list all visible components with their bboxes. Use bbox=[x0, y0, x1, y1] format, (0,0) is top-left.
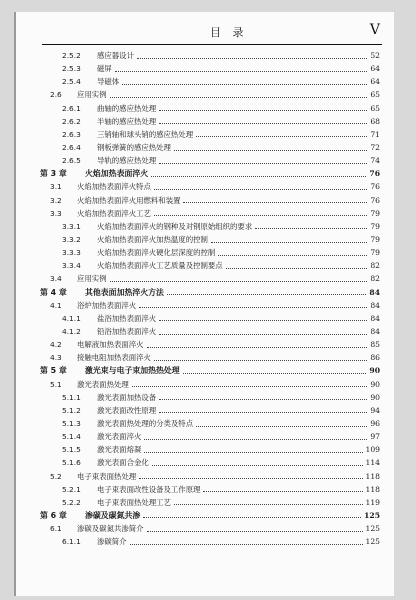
dot-leader bbox=[139, 306, 367, 308]
toc-chapter-entry bbox=[16, 167, 394, 180]
toc-entry-number: 6.1.1 bbox=[62, 537, 81, 547]
dot-leader bbox=[211, 241, 367, 243]
dot-leader bbox=[255, 227, 367, 229]
toc-entry-number: 6.1 bbox=[50, 524, 62, 534]
toc-subsection-entry bbox=[16, 102, 394, 115]
toc-entry-number: 第 3 章 bbox=[40, 169, 67, 179]
toc-entry-page: 84 bbox=[369, 287, 380, 297]
dot-leader bbox=[110, 280, 368, 282]
toc-entry-page: 65 bbox=[370, 103, 380, 113]
dot-leader bbox=[144, 451, 362, 453]
toc-entry-page: 74 bbox=[370, 156, 380, 166]
toc-entry-page: 114 bbox=[365, 458, 380, 468]
toc-entry-number: 3.3.4 bbox=[62, 261, 81, 271]
dot-leader bbox=[147, 530, 363, 532]
dot-leader bbox=[196, 135, 367, 137]
book-page bbox=[14, 12, 394, 596]
toc-entry-page: 79 bbox=[370, 234, 380, 244]
dot-leader bbox=[139, 477, 362, 479]
toc-entry-title: 电子束表面热处理工艺 bbox=[97, 497, 171, 507]
toc-entry-title: 电解液加热表面淬火 bbox=[77, 340, 144, 350]
dot-leader bbox=[110, 96, 368, 98]
toc-entry-number: 3.4 bbox=[50, 274, 62, 284]
toc-entry-number: 4.2 bbox=[50, 340, 62, 350]
toc-entry-title: 应用实例 bbox=[77, 274, 107, 284]
toc-section-entry bbox=[16, 194, 394, 207]
dot-leader bbox=[159, 162, 367, 164]
toc-entry-title: 接触电阻加热表面淬火 bbox=[77, 353, 151, 363]
toc-entry-number: 3.3.2 bbox=[62, 234, 81, 244]
toc-subsection-entry bbox=[16, 535, 394, 548]
toc-entry-title: 火焰加热表面淬火的钢种及对钢原始组织的要求 bbox=[97, 221, 253, 231]
toc-entry-number: 5.2.2 bbox=[62, 497, 81, 507]
toc-subsection-entry bbox=[16, 154, 394, 167]
dot-leader bbox=[132, 385, 368, 387]
toc-subsection-entry bbox=[16, 391, 394, 404]
toc-subsection-entry bbox=[16, 49, 394, 62]
toc-entry-title: 激光表面加热设备 bbox=[97, 392, 157, 402]
toc-entry-title: 激光表面合金化 bbox=[97, 458, 149, 468]
toc-entry-title: 感应器设计 bbox=[97, 51, 134, 60]
dot-leader bbox=[152, 464, 363, 466]
toc-section-entry bbox=[16, 180, 394, 193]
toc-entry-number: 2.5.2 bbox=[62, 51, 81, 60]
toc-entry-page: 96 bbox=[370, 418, 380, 428]
dot-leader bbox=[167, 293, 367, 295]
toc-section-entry bbox=[16, 338, 394, 351]
toc-entry-title: 磁屏 bbox=[97, 64, 112, 74]
dot-leader bbox=[154, 214, 367, 216]
toc-entry-title: 火焰加热表面淬火工艺质量及控制要点 bbox=[97, 261, 223, 271]
toc-entry-title: 钢板弹簧的感应热处理 bbox=[97, 142, 171, 152]
toc-entry-number: 3.3.3 bbox=[62, 248, 81, 258]
toc-entry-page: 90 bbox=[370, 392, 380, 402]
toc-chapter-entry bbox=[16, 509, 394, 522]
toc-entry-number: 5.1.5 bbox=[62, 445, 81, 455]
toc-entry-number: 2.6.5 bbox=[62, 156, 81, 166]
toc-entry-page: 76 bbox=[369, 169, 380, 179]
toc-entry-title: 应用实例 bbox=[77, 90, 107, 100]
toc-entry-title: 火焰加热表面淬火硬化层深度的控制 bbox=[97, 248, 216, 258]
toc-section-entry bbox=[16, 207, 394, 220]
toc-entry-title: 火焰加热表面淬火特点 bbox=[77, 182, 151, 192]
toc-section-entry bbox=[16, 470, 394, 483]
toc-entry-number: 3.3 bbox=[50, 208, 62, 218]
header-title: 目 录 bbox=[210, 26, 248, 39]
toc-subsection-entry bbox=[16, 220, 394, 233]
toc-entry-number: 2.6 bbox=[50, 90, 62, 100]
toc-subsection-entry bbox=[16, 259, 394, 272]
toc-subsection-entry bbox=[16, 233, 394, 246]
dot-leader bbox=[147, 346, 368, 348]
toc-entry-page: 90 bbox=[370, 379, 380, 389]
toc-entry-number: 2.5.3 bbox=[62, 64, 81, 74]
toc-entry-page: 94 bbox=[370, 405, 380, 415]
toc-subsection-entry bbox=[16, 75, 394, 88]
toc-entry-number: 5.2 bbox=[50, 471, 62, 481]
toc-entry-title: 激光表面改性原理 bbox=[97, 405, 157, 415]
toc-entry-title: 激光束与电子束加热热处理 bbox=[85, 366, 180, 376]
toc-entry-page: 84 bbox=[370, 326, 380, 336]
toc-subsection-entry bbox=[16, 312, 394, 325]
toc-entry-number: 4.1.2 bbox=[62, 326, 81, 336]
toc-entry-page: 64 bbox=[370, 77, 380, 87]
toc-entry-title: 导轨的感应热处理 bbox=[97, 156, 157, 166]
dot-leader bbox=[122, 83, 367, 85]
toc-entry-number: 2.6.1 bbox=[62, 103, 81, 113]
dot-leader bbox=[174, 503, 363, 505]
toc-entry-page: 79 bbox=[370, 221, 380, 231]
dot-leader bbox=[226, 267, 368, 269]
toc-entry-page: 97 bbox=[370, 432, 380, 442]
toc-subsection-entry bbox=[16, 141, 394, 154]
dot-leader bbox=[218, 254, 367, 256]
toc-subsection-entry bbox=[16, 404, 394, 417]
dot-leader bbox=[159, 333, 367, 335]
dot-leader bbox=[159, 398, 367, 400]
toc-entry-page: 90 bbox=[369, 366, 380, 376]
toc-entry-number: 2.6.2 bbox=[62, 116, 81, 126]
toc-entry-page: 125 bbox=[365, 537, 380, 547]
toc-section-entry bbox=[16, 88, 394, 101]
toc-entry-title: 火焰加热表面淬火用燃料和装置 bbox=[77, 195, 181, 205]
toc-entry-number: 5.1.2 bbox=[62, 405, 81, 415]
toc-entry-page: 118 bbox=[365, 471, 380, 481]
toc-entry-number: 第 5 章 bbox=[40, 366, 67, 376]
toc-entry-title: 激光表面熔凝 bbox=[97, 445, 142, 455]
toc-entry-page: 109 bbox=[365, 445, 380, 455]
toc-entry-number: 2.5.4 bbox=[62, 77, 81, 87]
toc-entry-title: 导磁体 bbox=[97, 77, 120, 87]
toc-subsection-entry bbox=[16, 483, 394, 496]
toc-entry-title: 曲轴的感应热处理 bbox=[97, 103, 157, 113]
dot-leader bbox=[183, 201, 367, 203]
toc-entry-number: 5.1.3 bbox=[62, 418, 81, 428]
toc-section-entry bbox=[16, 351, 394, 364]
toc-entry-page: 125 bbox=[364, 510, 380, 520]
toc-entry-page: 86 bbox=[370, 353, 380, 363]
toc-section-entry bbox=[16, 272, 394, 285]
toc-entry-number: 5.1.6 bbox=[62, 458, 81, 468]
toc-entry-number: 第 4 章 bbox=[40, 287, 67, 297]
dot-leader bbox=[151, 175, 366, 177]
toc-entry-title: 激光表面淬火 bbox=[97, 432, 142, 442]
toc-entry-title: 激光表面热处理的分类及特点 bbox=[97, 418, 194, 428]
toc-entry-title: 激光表面热处理 bbox=[77, 379, 129, 389]
dot-leader bbox=[130, 543, 363, 545]
toc-entry-title: 铅浴加热表面淬火 bbox=[97, 326, 157, 336]
toc-entry-title: 火焰加热表面淬火工艺 bbox=[77, 208, 151, 218]
toc-entry-title: 火焰加热表面淬火 bbox=[85, 169, 149, 179]
toc-entry-page: 84 bbox=[370, 313, 380, 323]
dot-leader bbox=[159, 319, 367, 321]
toc-entry-page: 125 bbox=[365, 524, 380, 534]
dot-leader bbox=[174, 149, 367, 151]
toc-entry-page: 64 bbox=[370, 64, 380, 74]
dot-leader bbox=[154, 188, 367, 190]
toc-entry-number: 3.1 bbox=[50, 182, 62, 192]
dot-leader bbox=[159, 411, 367, 413]
toc-subsection-entry bbox=[16, 325, 394, 338]
toc-entry-page: 71 bbox=[370, 129, 380, 139]
toc-entry-page: 85 bbox=[370, 340, 380, 350]
toc-entry-title: 火焰加热表面淬火加热温度的控制 bbox=[97, 234, 208, 244]
toc-subsection-entry bbox=[16, 456, 394, 469]
toc-entry-title: 浴炉加热表面淬火 bbox=[77, 300, 137, 310]
toc-entry-title: 电子束表面热处理 bbox=[77, 471, 137, 481]
toc-entry-number: 2.6.4 bbox=[62, 142, 81, 152]
toc-entry-number: 4.1 bbox=[50, 300, 62, 310]
toc-chapter-entry bbox=[16, 286, 394, 299]
toc-subsection-entry bbox=[16, 496, 394, 509]
toc-entry-page: 84 bbox=[370, 300, 380, 310]
toc-subsection-entry bbox=[16, 128, 394, 141]
dot-leader bbox=[143, 516, 361, 518]
toc-section-entry bbox=[16, 299, 394, 312]
toc-entry-number: 3.3.1 bbox=[62, 221, 81, 231]
dot-leader bbox=[137, 57, 367, 59]
dot-leader bbox=[159, 109, 367, 111]
toc-entry-page: 79 bbox=[370, 248, 380, 258]
dot-leader bbox=[144, 438, 367, 440]
toc-entry-number: 5.1.4 bbox=[62, 432, 81, 442]
toc-entry-title: 渗碳及碳氮共渗简介 bbox=[77, 524, 144, 534]
toc-subsection-entry bbox=[16, 430, 394, 443]
page-number: V bbox=[369, 22, 380, 38]
toc-entry-title: 电子束表面改性设备及工作原理 bbox=[97, 484, 201, 494]
toc-entry-page: 72 bbox=[370, 142, 380, 152]
toc-entry-number: 3.2 bbox=[50, 195, 62, 205]
dot-leader bbox=[183, 372, 367, 374]
toc-entry-number: 4.1.1 bbox=[62, 313, 81, 323]
toc-subsection-entry bbox=[16, 115, 394, 128]
toc-subsection-entry bbox=[16, 417, 394, 430]
dot-leader bbox=[196, 425, 367, 427]
toc-chapter-entry bbox=[16, 364, 394, 377]
toc-entry-title: 渗碳及碳氮共渗 bbox=[85, 510, 141, 520]
toc-entry-title: 盐浴加热表面淬火 bbox=[97, 313, 157, 323]
toc-entry-page: 118 bbox=[365, 484, 380, 494]
table-of-contents bbox=[16, 49, 394, 548]
toc-subsection-entry bbox=[16, 443, 394, 456]
toc-entry-number: 第 6 章 bbox=[40, 510, 67, 520]
toc-section-entry bbox=[16, 378, 394, 391]
toc-entry-page: 52 bbox=[370, 51, 380, 60]
toc-entry-title: 半轴的感应热处理 bbox=[97, 116, 157, 126]
toc-entry-page: 68 bbox=[370, 116, 380, 126]
dot-leader bbox=[115, 70, 368, 72]
dot-leader bbox=[154, 359, 367, 361]
toc-entry-page: 65 bbox=[370, 90, 380, 100]
toc-entry-number: 5.2.1 bbox=[62, 484, 81, 494]
toc-subsection-entry bbox=[16, 246, 394, 259]
toc-entry-page: 119 bbox=[365, 497, 380, 507]
dot-leader bbox=[203, 490, 362, 492]
toc-entry-number: 5.1 bbox=[50, 379, 62, 389]
toc-section-entry bbox=[16, 522, 394, 535]
toc-entry-page: 76 bbox=[370, 195, 380, 205]
dot-leader bbox=[159, 122, 367, 124]
toc-subsection-entry bbox=[16, 62, 394, 75]
toc-entry-title: 三销轴和球头销的感应热处理 bbox=[97, 129, 194, 139]
toc-entry-title: 渗碳简介 bbox=[97, 537, 127, 547]
toc-entry-page: 76 bbox=[370, 182, 380, 192]
toc-entry-number: 5.1.1 bbox=[62, 392, 81, 402]
toc-entry-page: 79 bbox=[370, 208, 380, 218]
toc-entry-number: 4.3 bbox=[50, 353, 62, 363]
toc-entry-title: 其他表面加热淬火方法 bbox=[85, 287, 164, 297]
toc-entry-page: 82 bbox=[370, 274, 380, 284]
toc-entry-number: 2.6.3 bbox=[62, 129, 81, 139]
running-header bbox=[42, 22, 382, 45]
toc-entry-page: 82 bbox=[370, 261, 380, 271]
